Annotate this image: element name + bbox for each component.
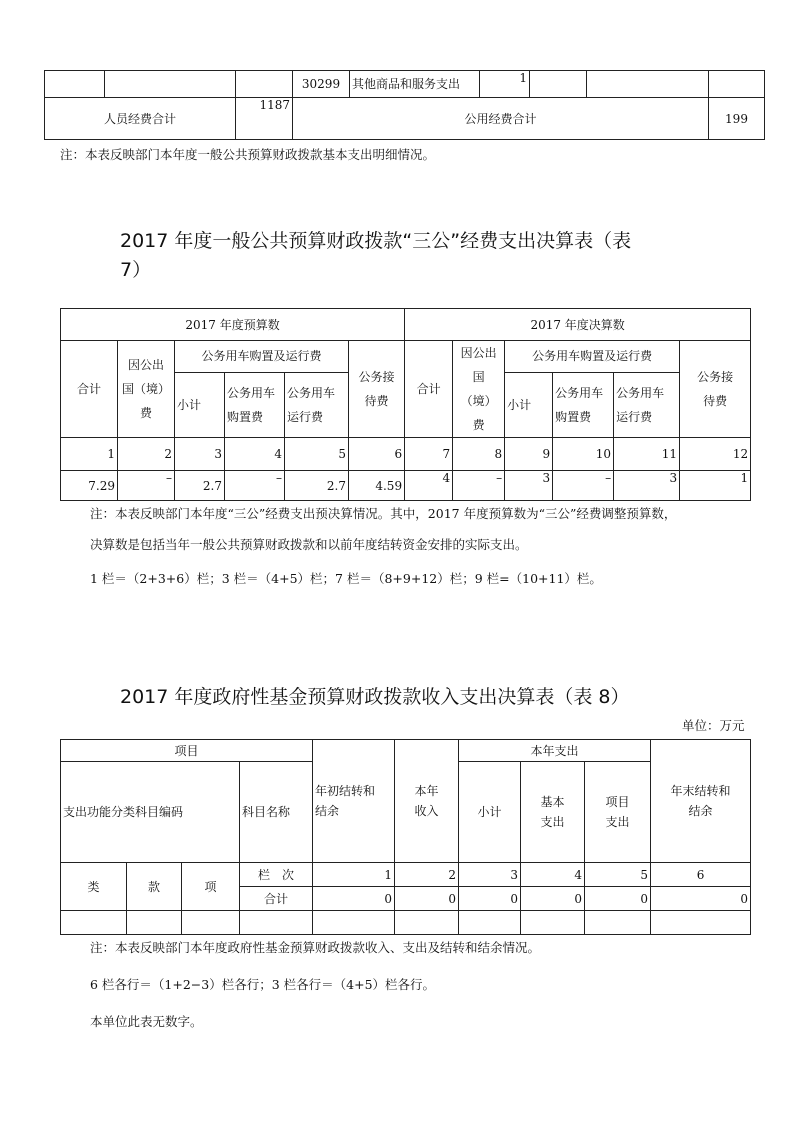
col-begin-balance: 年初结转和 结余 — [313, 740, 395, 863]
table7-value: 2.7 — [175, 471, 225, 501]
column-number: 6 — [349, 438, 405, 471]
column-number: 2 — [395, 863, 459, 887]
column-number: 1 — [61, 438, 118, 471]
table8-formula: 6 栏各行＝（1+2−3）栏各行；3 栏各行＝（4+5）栏各行。 — [90, 977, 436, 992]
total-value: 0 — [459, 887, 521, 911]
table7-value: 3 — [505, 471, 553, 501]
table6-note: 注：本表反映部门本年度一般公共预算财政拨款基本支出明细情况。 — [60, 147, 436, 162]
table7-value: 4.59 — [349, 471, 405, 501]
public-total-value: 199 — [709, 98, 765, 140]
col-vehicle: 公务用车购置及运行费 — [505, 341, 680, 373]
empty-cell — [182, 911, 240, 935]
table7-title-line1: 2017 年度一般公共预算财政拨款“三公”经费支出决算表（表 — [120, 230, 632, 252]
col-reception: 公务接 待费 — [349, 341, 405, 438]
col-vehicle-purchase: 公务用车 购置费 — [225, 372, 285, 437]
column-order-label: 栏 次 — [240, 863, 313, 887]
table8-note: 注：本表反映部门本年度政府性基金预算财政拨款收入、支出及结转和结余情况。 — [90, 940, 541, 955]
empty-cell — [530, 71, 587, 98]
table7-value: – — [553, 471, 614, 501]
table7-note-line1: 注：本表反映部门本年度“三公”经费支出预决算情况。其中，2017 年度预算数为“三公”经费调整预算数， — [90, 506, 677, 521]
empty-cell — [313, 911, 395, 935]
empty-cell — [651, 911, 751, 935]
table7-value: – — [225, 471, 285, 501]
empty-cell — [395, 911, 459, 935]
col-abroad: 因公出 国（境） 费 — [118, 341, 175, 438]
table7-value: 7.29 — [61, 471, 118, 501]
column-number: 9 — [505, 438, 553, 471]
col-subtotal: 小计 — [175, 372, 225, 437]
column-number: 4 — [521, 863, 585, 887]
column-number: 3 — [175, 438, 225, 471]
public-total-label: 公用经费合计 — [293, 98, 709, 140]
budget-header: 2017 年度预算数 — [61, 309, 405, 341]
table7-note-line2: 决算数是包括当年一般公共预算财政拨款和以前年度结转资金安排的实际支出。 — [90, 537, 528, 552]
column-number: 2 — [118, 438, 175, 471]
column-number: 3 — [459, 863, 521, 887]
class-xiang: 项 — [182, 863, 240, 911]
col-total: 合计 — [61, 341, 118, 438]
col-total: 合计 — [405, 341, 453, 438]
column-number: 10 — [553, 438, 614, 471]
table7-title-line2: 7） — [120, 259, 152, 281]
col-vehicle: 公务用车购置及运行费 — [175, 341, 349, 373]
empty-cell — [521, 911, 585, 935]
table6-tail — [44, 70, 765, 140]
expend-header: 本年支出 — [459, 740, 651, 762]
column-number: 6 — [651, 863, 751, 887]
col-project: 项目 支出 — [585, 762, 651, 863]
column-number: 8 — [453, 438, 505, 471]
item-header: 项目 — [61, 740, 313, 762]
expense-value: 1 — [480, 71, 530, 98]
total-value: 0 — [651, 887, 751, 911]
table7-value: – — [118, 471, 175, 501]
total-value: 0 — [521, 887, 585, 911]
total-value: 0 — [585, 887, 651, 911]
empty-cell — [45, 71, 105, 98]
table7-value: 4 — [405, 471, 453, 501]
col-abroad: 因公出 国（境） 费 — [453, 341, 505, 438]
empty-cell — [709, 71, 765, 98]
column-number: 12 — [680, 438, 751, 471]
personnel-total-label: 人员经费合计 — [45, 98, 236, 140]
empty-cell — [61, 911, 127, 935]
personnel-total-value: 1187 — [236, 98, 293, 140]
column-number: 1 — [313, 863, 395, 887]
unit-label: 单位：万元 — [682, 718, 745, 733]
empty-cell — [127, 911, 182, 935]
table7-value: – — [453, 471, 505, 501]
table7-value: 1 — [680, 471, 751, 501]
class-lei: 类 — [61, 863, 127, 911]
col-basic: 基本 支出 — [521, 762, 585, 863]
table8-no-data: 本单位此表无数字。 — [90, 1014, 203, 1029]
col-income: 本年 收入 — [395, 740, 459, 863]
table8-title: 2017 年度政府性基金预算财政拨款收入支出决算表（表 8） — [120, 686, 630, 708]
col-vehicle-operate: 公务用车 运行费 — [614, 372, 680, 437]
class-kuan: 款 — [127, 863, 182, 911]
total-value: 0 — [313, 887, 395, 911]
empty-cell — [585, 911, 651, 935]
col-reception: 公务接 待费 — [680, 341, 751, 438]
column-number: 5 — [285, 438, 349, 471]
final-header: 2017 年度决算数 — [405, 309, 751, 341]
table7-formula: 1 栏＝（2+3+6）栏；3 栏＝（4+5）栏；7 栏＝（8+9+12）栏；9 栏=（10+11）栏。 — [90, 571, 602, 586]
total-label: 合计 — [240, 887, 313, 911]
name-header: 科目名称 — [240, 762, 313, 863]
empty-cell — [459, 911, 521, 935]
column-number: 4 — [225, 438, 285, 471]
column-number: 11 — [614, 438, 680, 471]
empty-cell — [587, 71, 709, 98]
total-value: 0 — [395, 887, 459, 911]
table7-value: 2.7 — [285, 471, 349, 501]
empty-cell — [240, 911, 313, 935]
col-subtotal: 小计 — [459, 762, 521, 863]
expense-name: 其他商品和服务支出 — [350, 71, 480, 98]
table8 — [60, 739, 751, 935]
code-header: 支出功能分类科目编码 — [61, 762, 240, 863]
expense-code: 30299 — [293, 71, 350, 98]
col-vehicle-purchase: 公务用车 购置费 — [553, 372, 614, 437]
empty-cell — [105, 71, 236, 98]
column-number: 7 — [405, 438, 453, 471]
col-end-balance: 年末结转和 结余 — [651, 740, 751, 863]
col-subtotal: 小计 — [505, 372, 553, 437]
empty-cell — [236, 71, 293, 98]
column-number: 5 — [585, 863, 651, 887]
table7 — [60, 308, 751, 501]
table7-value: 3 — [614, 471, 680, 501]
col-vehicle-operate: 公务用车 运行费 — [285, 372, 349, 437]
